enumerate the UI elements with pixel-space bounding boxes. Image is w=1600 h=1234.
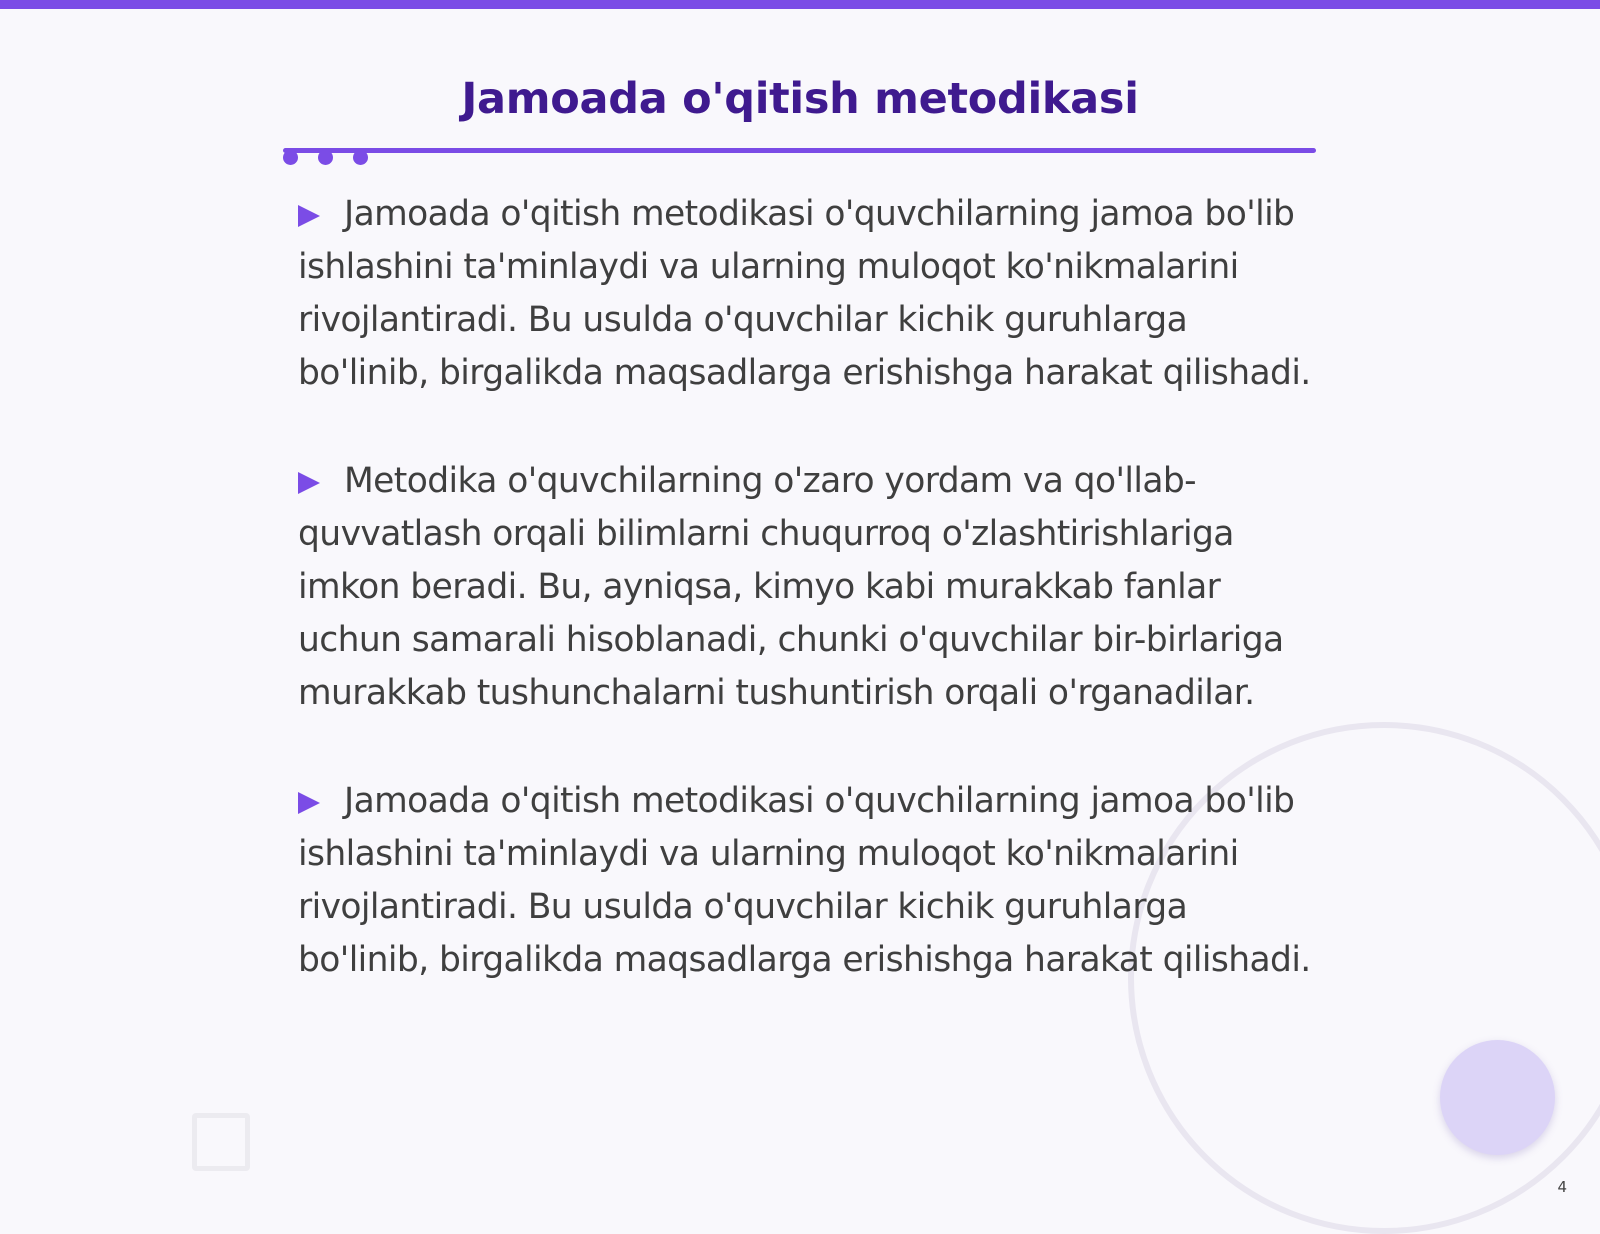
page-number: 4 bbox=[1557, 1178, 1567, 1196]
top-accent-bar bbox=[0, 0, 1600, 9]
bullet-item bbox=[298, 775, 1328, 987]
bullet-text: Jamoada o'qitish metodikasi o'quvchilarning jamoa bo'lib ishlashini ta'minlaydi va ularning muloqot ko'nikmalarini rivojlantiradi. Bu usulda o'quvchilar kichik guruhlarga bo'linib, birgalikda maqsadlarga erishishga harakat qilishadi. bbox=[298, 194, 1311, 393]
bullet-text: Jamoada o'qitish metodikasi o'quvchilarning jamoa bo'lib ishlashini ta'minlaydi va ularning muloqot ko'nikmalarini rivojlantiradi. Bu usulda o'quvchilar kichik guruhlarga bo'linib, birgalikda maqsadlarga erishishga harakat qilishadi. bbox=[298, 781, 1311, 980]
decorative-circle bbox=[1440, 1040, 1555, 1155]
triangle-right-icon bbox=[298, 792, 320, 814]
decorative-dot-1 bbox=[283, 150, 298, 165]
bullet-item bbox=[298, 455, 1328, 720]
decorative-square bbox=[192, 1113, 250, 1171]
decorative-dot-3 bbox=[353, 150, 368, 165]
triangle-right-icon bbox=[298, 205, 320, 227]
bullet-item bbox=[298, 188, 1328, 400]
title-underline bbox=[283, 148, 1316, 153]
slide-title: Jamoada o'qitish metodikasi bbox=[461, 74, 1139, 124]
triangle-right-icon bbox=[298, 472, 320, 494]
slide-body bbox=[298, 188, 1328, 1042]
decorative-dot-2 bbox=[318, 150, 333, 165]
bullet-text: Metodika o'quvchilarning o'zaro yordam va qo'llab-quvvatlash orqali bilimlarni chuqurroq o'zlashtirishlariga imkon beradi. Bu, ayniqsa, kimyo kabi murakkab fanlar uchun samarali hisoblanadi, chunki o'quvchilar bir-birlariga murakkab tushunchalarni tushuntirish orqali o'rganadilar. bbox=[298, 461, 1284, 713]
